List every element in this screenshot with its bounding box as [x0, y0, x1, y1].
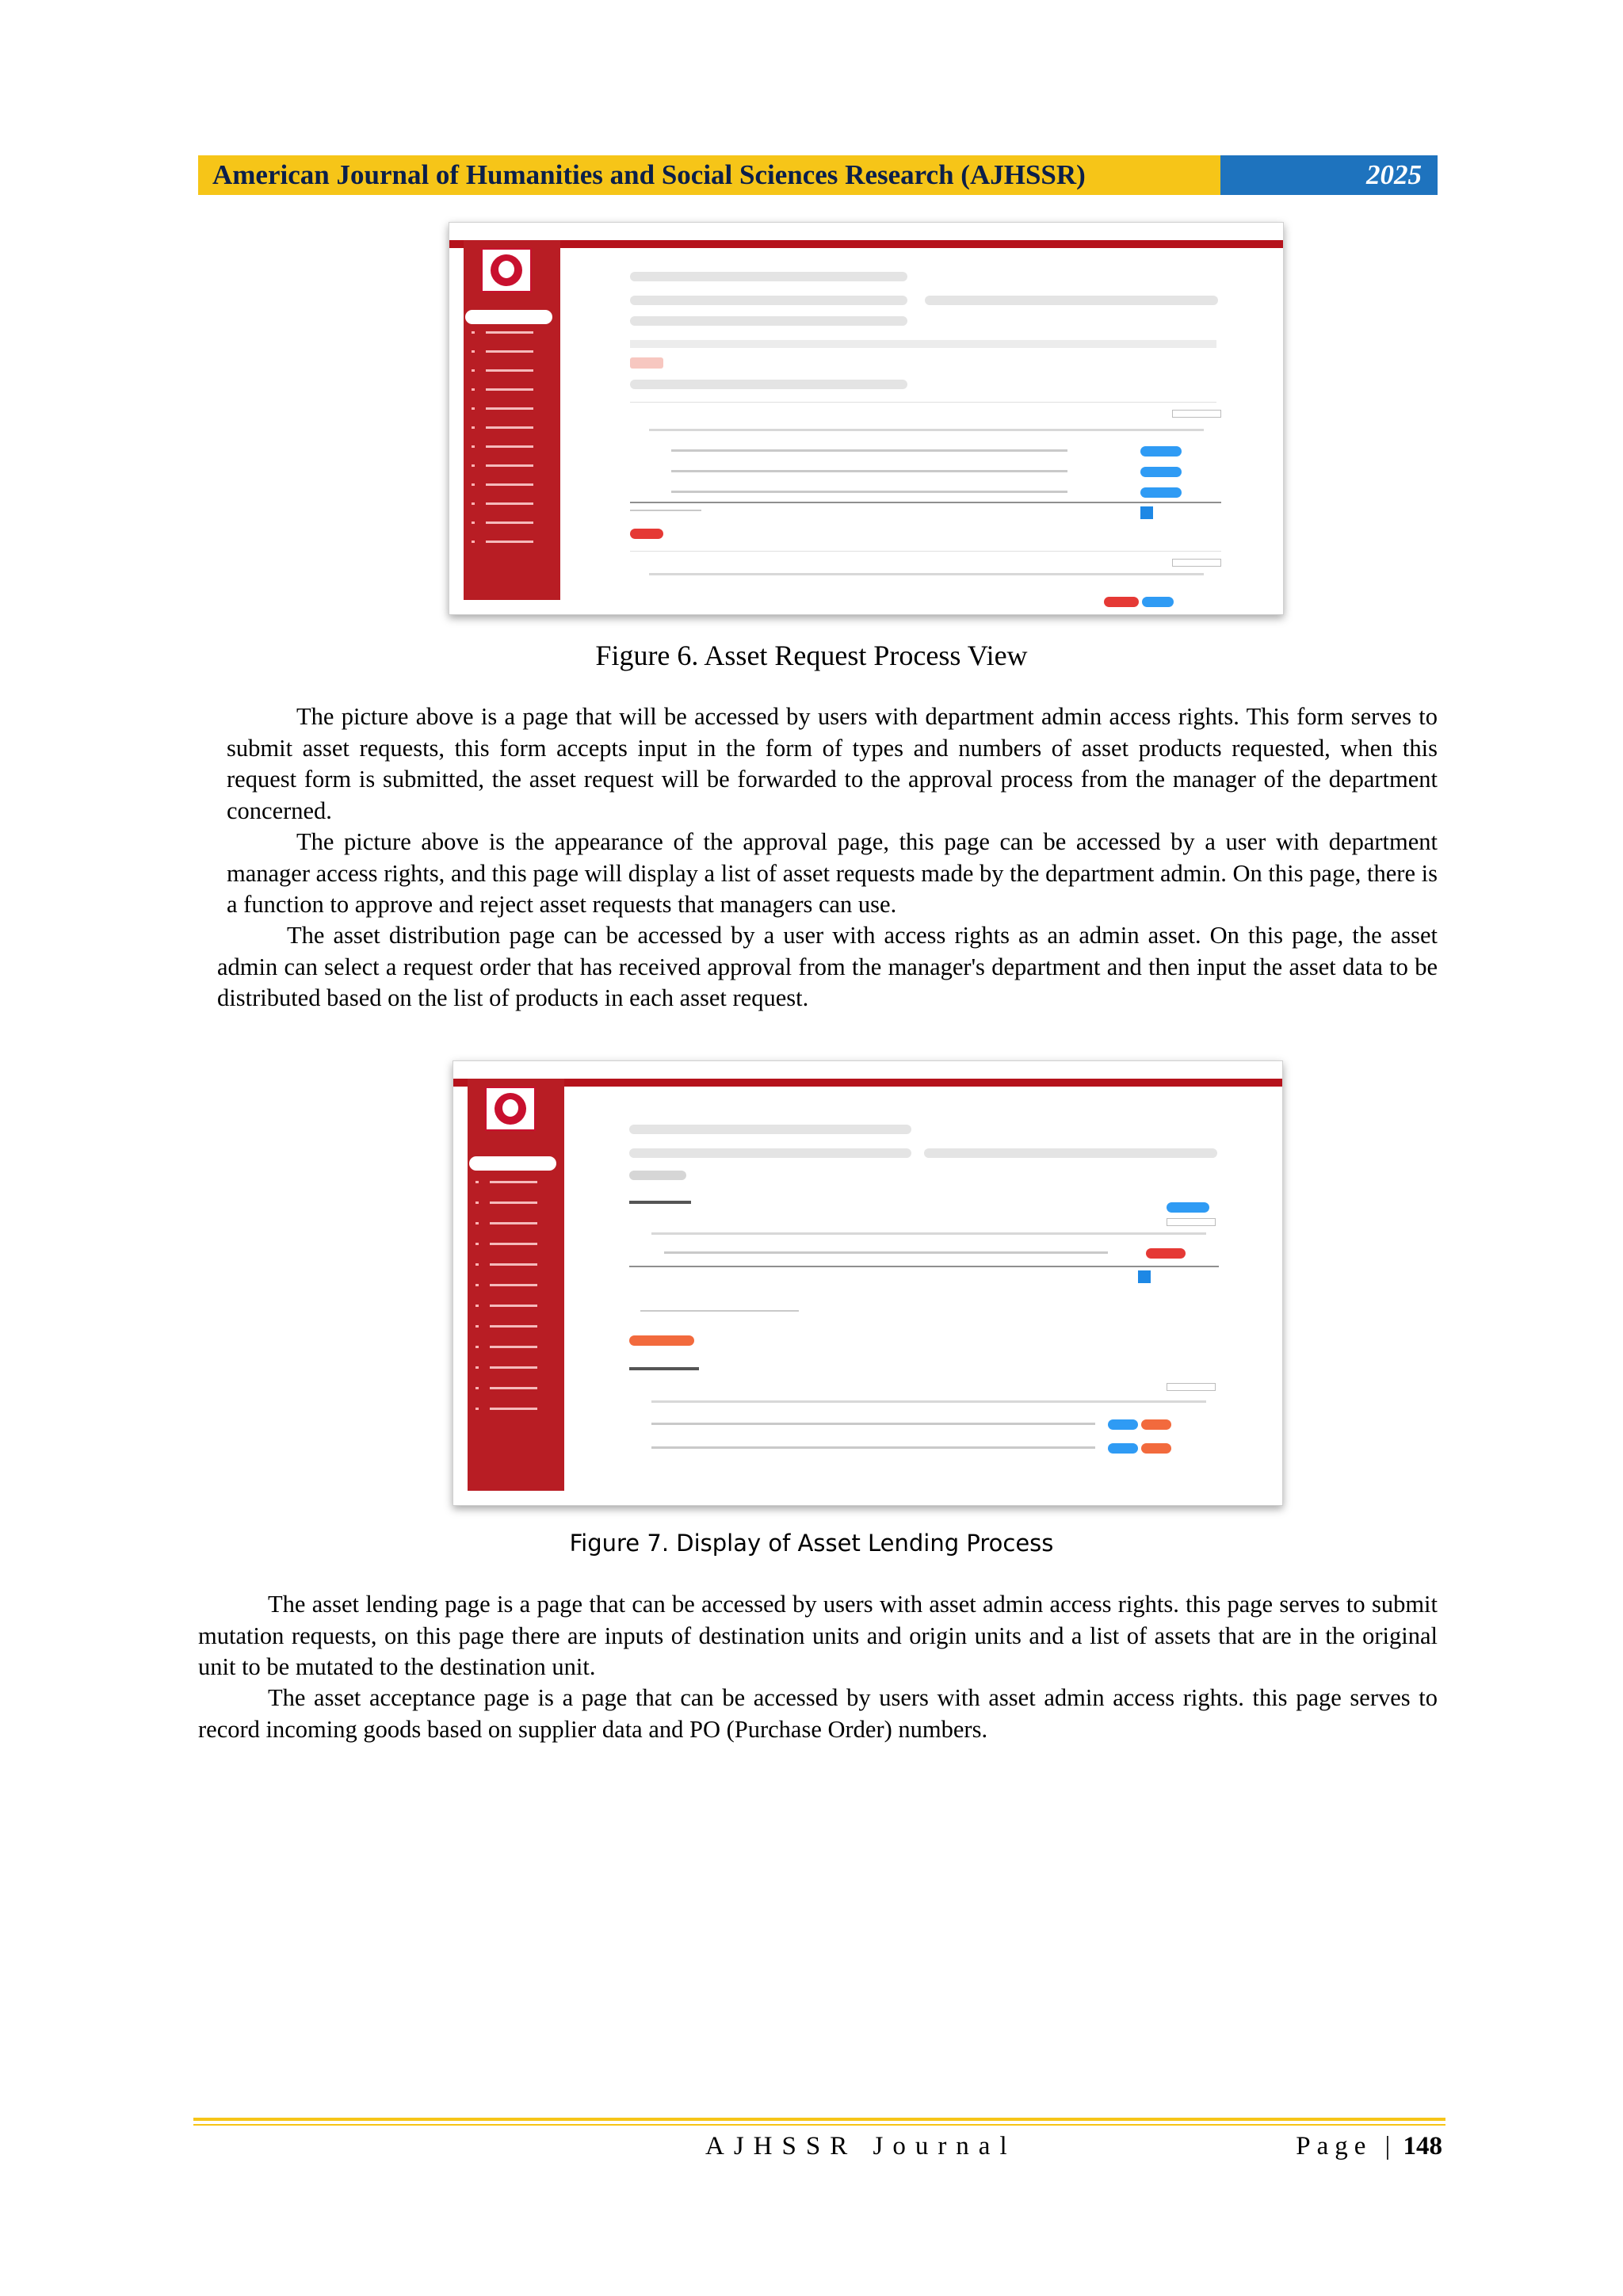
load-button: [629, 1171, 686, 1180]
row-action-button: [1140, 467, 1182, 477]
sidebar-item: [475, 1240, 539, 1247]
table-row: [651, 1423, 1095, 1425]
table-header: [651, 1400, 1206, 1403]
app-topbar: [453, 1079, 1282, 1087]
body-paragraph: The picture above is the appearance of the approval page, this page can be accessed by a user with department manager access rights, and this page will display a list of asset requests made by the department admin. On this page, there is a function to approve and reject asset requests that managers can use.: [227, 828, 1438, 918]
sidebar-item-dashboard: [465, 310, 552, 324]
figure-6-screenshot: [449, 222, 1284, 615]
sidebar-item: [472, 386, 535, 392]
sidebar-item: [475, 1261, 539, 1267]
body-paragraph: The asset lending page is a page that can be accessed by users with asset admin access rights. this page serves to submit mutation requests, on this page there are inputs of destination units and origin units and a list of assets that are in the original unit to be mutated to the destination unit.: [198, 1591, 1438, 1680]
journal-header-title-band: [198, 155, 1220, 195]
row-action-button: [1140, 446, 1182, 457]
form-field: [925, 296, 1218, 305]
sidebar-item: [472, 443, 535, 449]
submit-transfer-button: [629, 1335, 694, 1346]
figure-7-screenshot: [453, 1060, 1283, 1506]
approve-button: [1142, 597, 1174, 607]
edit-button: [1141, 1419, 1171, 1430]
sidebar-item: [472, 367, 535, 373]
form-field: [629, 1125, 911, 1134]
sidebar-item: [475, 1220, 539, 1226]
note-text: [640, 1310, 799, 1312]
table-row: [651, 1446, 1095, 1449]
origin-unit-select: [629, 1148, 911, 1158]
app-sidebar: [464, 240, 560, 600]
sidebar-item-dashboard: [469, 1156, 556, 1171]
table-header: [649, 429, 1204, 431]
form-field: [630, 272, 907, 281]
table-bottom-rule: [630, 502, 1221, 503]
logo-face-icon: [495, 1093, 526, 1125]
divider: [630, 402, 1216, 403]
sidebar-item: [475, 1282, 539, 1288]
form-field: [630, 340, 1216, 348]
search-box: [1172, 410, 1221, 418]
search-box: [1167, 1383, 1216, 1391]
submit-button: [630, 529, 663, 539]
sidebar-item: [472, 500, 535, 506]
logo-face-icon: [491, 254, 522, 286]
body-paragraph: The asset distribution page can be accessed by a user with access rights as an admin asset. On this page, the asset admin can select a request order that has received approval from the manager's department and then input the asset data to be distributed based on the list of products in each asset request.: [217, 922, 1438, 1011]
figure-7-caption: Figure 7. Display of Asset Lending Process: [569, 1530, 1054, 1557]
table-header: [649, 573, 1204, 575]
journal-title: American Journal of Humanities and Social Sciences Research (AJHSSR): [212, 159, 1086, 190]
search-box: [1172, 559, 1221, 567]
body-paragraph: The asset acceptance page is a page that can be accessed by users with asset admin access rights. this page serves to record incoming goods based on supplier data and PO (Purchase Order) numbers.: [198, 1684, 1438, 1743]
sidebar-item: [475, 1302, 539, 1308]
divider: [630, 551, 1221, 552]
sidebar-item: [472, 329, 535, 335]
sidebar-item: [472, 348, 535, 354]
product-select: [630, 380, 907, 389]
section-heading-transfer-item-list: [629, 1201, 691, 1204]
form-field: [630, 296, 907, 305]
table-header: [651, 1232, 1206, 1235]
detail-button: [1108, 1443, 1138, 1454]
sidebar-item: [472, 424, 535, 430]
table-info: [630, 510, 701, 511]
remove-button: [1146, 1248, 1186, 1259]
detail-button: [1108, 1419, 1138, 1430]
footer-rule: [193, 2118, 1445, 2121]
table-row: [671, 491, 1067, 493]
journal-header-year-band: [1220, 155, 1438, 195]
table-row: [671, 470, 1067, 472]
sidebar-item: [475, 1199, 539, 1205]
sidebar-item: [475, 1323, 539, 1329]
footer-page-number: [1296, 2132, 1442, 2161]
row-action-button: [1140, 487, 1182, 498]
page-number: 148: [1403, 2132, 1442, 2160]
sidebar-item: [472, 538, 535, 544]
app-topbar: [449, 240, 1283, 248]
sidebar-item: [475, 1364, 539, 1370]
app-sidebar: [468, 1079, 564, 1491]
sidebar-item: [475, 1405, 539, 1412]
sidebar-item: [475, 1385, 539, 1391]
pagination-current: [1140, 506, 1153, 519]
sidebar-item: [472, 481, 535, 487]
footer-journal-name: AJHSSR Journal: [705, 2132, 1017, 2160]
section-heading-transfer-request-list: [629, 1367, 699, 1370]
table-row: [664, 1251, 1108, 1254]
journal-year: 2025: [1366, 159, 1422, 190]
sidebar-item: [472, 462, 535, 468]
brand-logo: [481, 248, 532, 292]
pagination-current: [1138, 1270, 1151, 1283]
sidebar-item: [472, 519, 535, 525]
brand-logo: [485, 1087, 536, 1131]
figure-6-caption: Figure 6. Asset Request Process View: [595, 640, 1028, 671]
reject-button: [1104, 597, 1139, 607]
form-field: [630, 316, 907, 326]
footer-rule: [193, 2124, 1445, 2126]
body-paragraph: The picture above is a page that will be accessed by users with department admin access rights. This form serves to submit asset requests, this form accepts input in the form of types and numbers of asset products requested, when this request form is submitted, the asset request will be forwarded to the approval process from the manager of the department concerned.: [227, 703, 1438, 824]
add-button: [630, 357, 663, 369]
search-box: [1167, 1218, 1216, 1226]
sidebar-item: [475, 1179, 539, 1185]
edit-button: [1141, 1443, 1171, 1454]
sidebar-item: [472, 405, 535, 411]
sidebar-item: [475, 1343, 539, 1350]
page-label: Page |: [1296, 2132, 1397, 2160]
add-item-button: [1167, 1202, 1209, 1213]
journal-header: [198, 155, 1438, 195]
destination-unit-select: [924, 1148, 1217, 1158]
table-bottom-rule: [629, 1266, 1219, 1267]
table-row: [671, 449, 1067, 452]
